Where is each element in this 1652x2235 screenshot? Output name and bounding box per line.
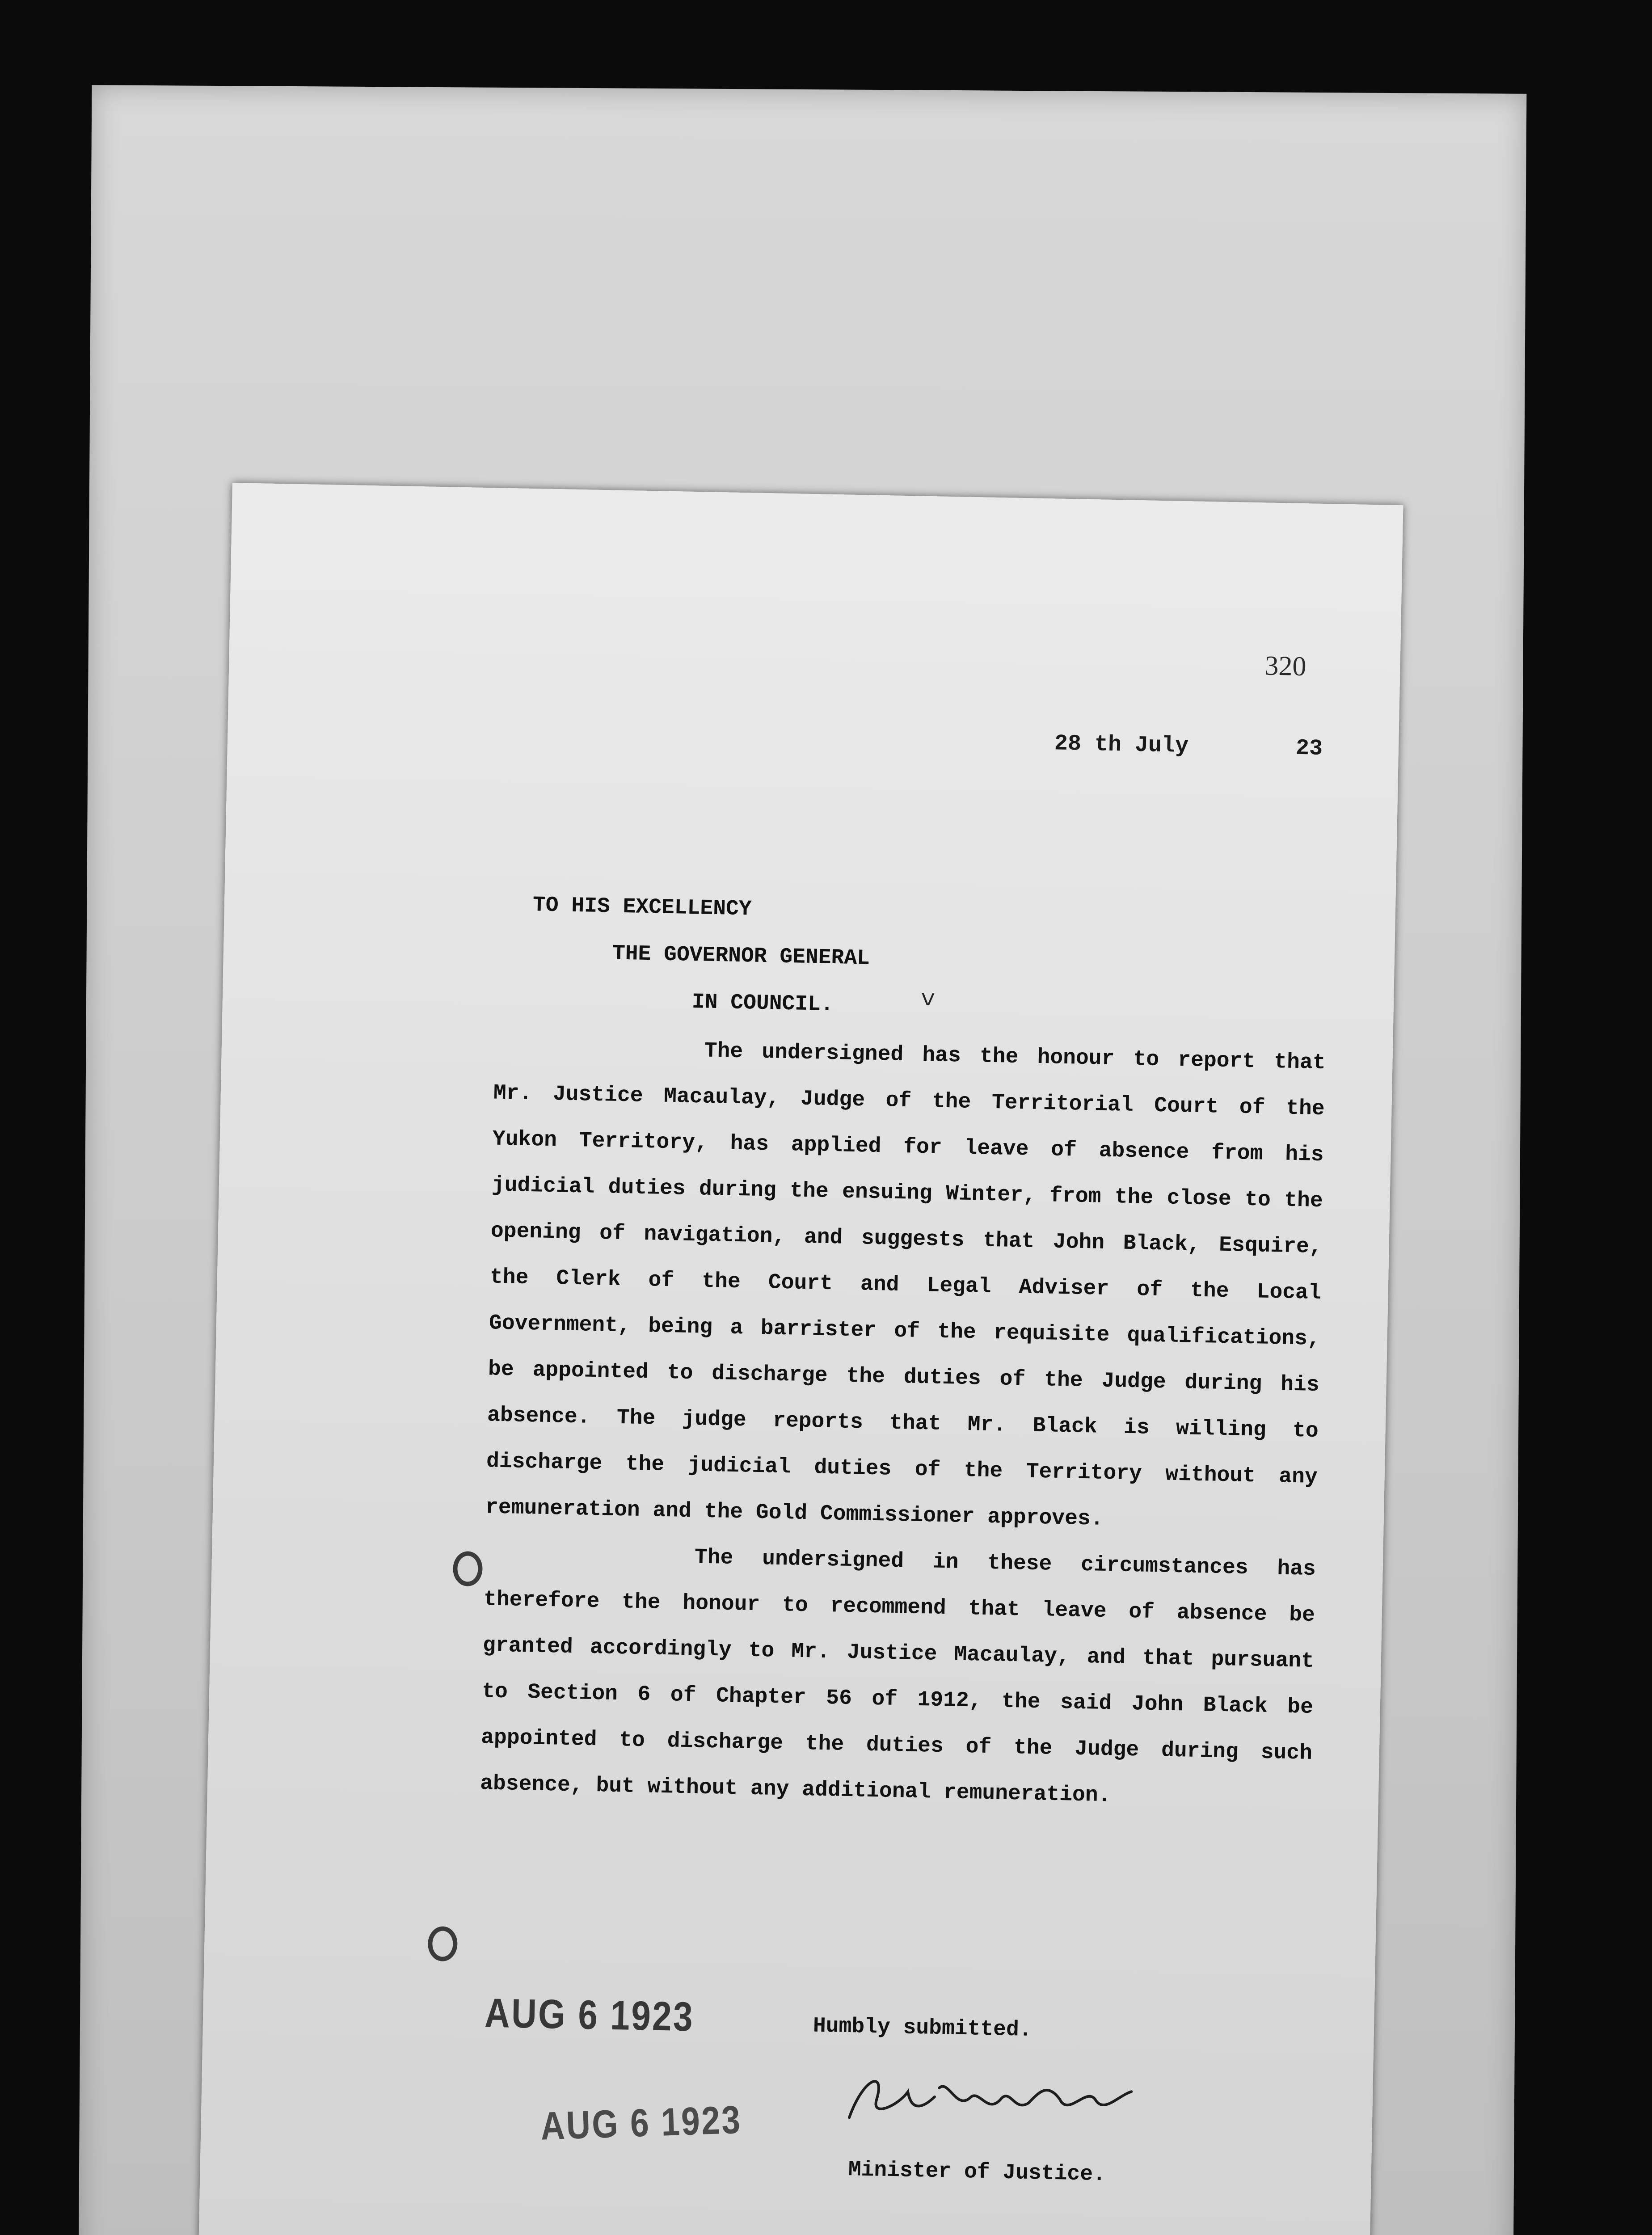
date-stamp: AUG 6 1923 (484, 1990, 695, 2040)
address-line-2: THE GOVERNOR GENERAL (612, 941, 870, 971)
punch-hole (453, 1551, 483, 1586)
date-stamp: AUG 6 1923 (539, 2097, 742, 2148)
letter-body (480, 1024, 1326, 1822)
signer-title: Minister of Justice. (848, 2158, 1106, 2187)
date-day: 28 th July (1054, 731, 1189, 759)
letter-page (198, 483, 1403, 2235)
closing-text: Humbly submitted. (813, 2014, 1032, 2042)
fold-mark: ^ (919, 978, 936, 1010)
address-block (531, 882, 871, 1029)
date-year: 23 (1295, 735, 1323, 762)
paragraph-2: The undersigned in these circumstances has therefore the honour to recommend that leave of absence be granted accordingly to Mr. Justice Macaulay, and that pursuant to Section 6 of Chapter 56 of 1912, the said John Black be appointed to discharge the duties of the Judge during such absence, but without any additional remuneration. (480, 1545, 1316, 1808)
date-line (1054, 731, 1323, 762)
address-line-1: TO HIS EXCELLENCY (532, 893, 752, 922)
address-line-3: IN COUNCIL. (691, 990, 834, 1017)
handwritten-signature (835, 2050, 1150, 2146)
paragraph-1: The undersigned has the honour to report that Mr. Justice Macaulay, Judge of the Territorial Court of the Yukon Territory, has applied for leave of absence from his judicial duties during the ensuing Winter, from the close to the opening of navigation, and suggests that John Black, Esquire, the Clerk of the Court and Legal Adviser of the Local Government, being a barrister of the requisite qualifications, be appointed to discharge the duties of the Judge during his absence. The judge reports that Mr. Black is willing to discharge the judicial duties of the Territory without any remuneration and the Gold Commissioner approves. (485, 1039, 1326, 1531)
punch-hole (428, 1926, 458, 1961)
page-number: 320 (1264, 650, 1307, 682)
